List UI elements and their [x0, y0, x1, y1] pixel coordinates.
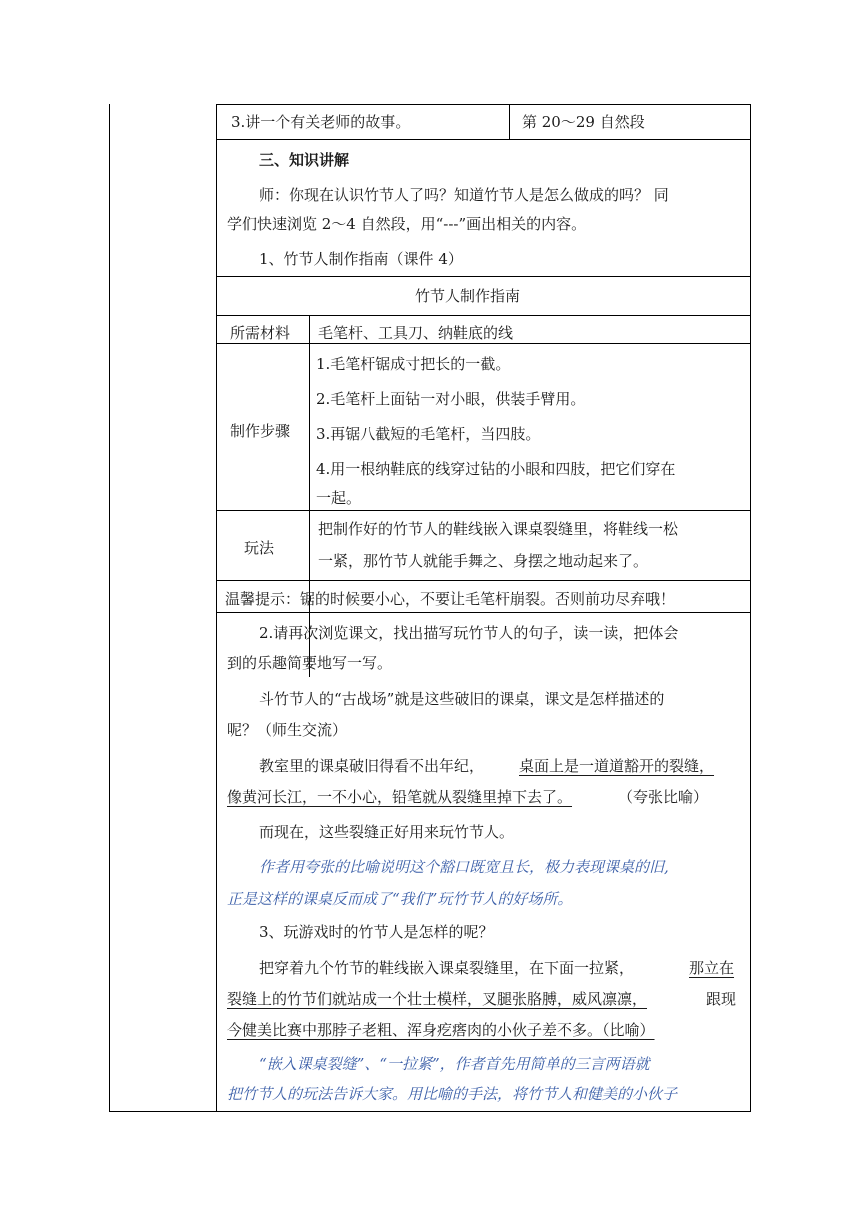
item-3-heading: 3、玩游戏时的竹节人是怎样的呢？ — [259, 923, 494, 941]
section-title: 三、知识讲解 — [259, 151, 350, 169]
materials-label: 所需材料 — [230, 324, 291, 342]
paragraph-3-line-1: 斗竹节人的“古战场”就是这些破旧的课桌，课文是怎样描述的 — [259, 690, 665, 708]
lesson-table — [109, 104, 751, 1112]
paragraph-2-line-1: 2.请再次浏览课文，找出描写玩竹节人的句子，读一读，把体会 — [259, 624, 679, 642]
annotation-2-line-2: 把竹节人的玩法告诉大家。用比喻的手法，将竹节人和健美的小伙子 — [227, 1085, 678, 1103]
task-text: 3.讲一个有关老师的故事。 — [231, 113, 411, 131]
paragraph-4-line-2a: 像黄河长江，一不小心，铅笔就从裂缝里掉下去了。 — [227, 788, 573, 806]
paragraph-3-line-2: 呢？（师生交流） — [227, 721, 348, 739]
task-row — [217, 104, 750, 140]
step-4: 4.用一根纳鞋底的线穿过钻的小眼和四肢，把它们穿在 — [316, 460, 676, 478]
annotation-2-line-1: “嵌入课桌裂缝”、“一拉紧”，作者首先用简单的三言两语就 — [259, 1055, 650, 1073]
step-1: 1.毛笔杆锯成寸把长的一截。 — [316, 355, 511, 373]
intro-line-1: 师：你现在认识竹节人了吗？知道竹节人是怎么做成的吗？ 同 — [259, 186, 669, 204]
paragraph-6-line-1b: 那立在 — [689, 959, 735, 977]
paragraph-6-line-1a: 把穿着九个竹节的鞋线嵌入课桌裂缝里，在下面一拉紧， — [259, 959, 635, 977]
step-2: 2.毛笔杆上面钻一对小眼，供装手臂用。 — [316, 390, 586, 408]
paragraph-range: 第 20～29 自然段 — [522, 113, 645, 131]
paragraph-6-line-2: 裂缝上的竹节们就站成一个壮士模样，叉腿张胳膊，威风凛凛， — [227, 990, 648, 1008]
steps-label: 制作步骤 — [230, 422, 291, 440]
step-4-cont: 一起。 — [316, 489, 362, 507]
paragraph-5: 而现在，这些裂缝正好用来玩竹节人。 — [259, 823, 515, 841]
materials-value: 毛笔杆、工具刀、纳鞋底的线 — [318, 324, 514, 342]
guide-title: 竹节人制作指南 — [415, 287, 521, 305]
task-cell — [217, 105, 510, 139]
paragraph-6-line-3: 今健美比赛中那脖子老粗、浑身疙瘩肉的小伙子差不多。（比喻） — [227, 1021, 655, 1039]
paragraph-4-line-1a: 教室里的课桌破旧得看不出年纪， — [259, 757, 485, 775]
table-column-divider — [216, 104, 217, 1111]
annotation-1-line-1: 作者用夸张的比喻说明这个豁口既宽且长，极力表现课桌的旧, — [259, 858, 669, 876]
play-line-2: 一紧，那竹节人就能手舞之、身摆之地动起来了。 — [318, 552, 649, 570]
safety-tip: 温馨提示：锯的时候要小心，不要让毛笔杆崩裂。否则前功尽弃哦！ — [225, 590, 676, 608]
play-line-1: 把制作好的竹节人的鞋线嵌入课桌裂缝里，将鞋线一松 — [318, 520, 679, 538]
paragraph-6-line-2b: 跟现 — [706, 990, 737, 1008]
paragraph-2-line-2: 到的乐趣简要地写一写。 — [227, 654, 393, 672]
intro-line-2: 学们快速浏览 2～4 自然段，用“---”画出相关的内容。 — [227, 215, 587, 233]
paragraph-4-line-2b: （夸张比喻） — [618, 788, 709, 806]
annotation-1-line-2: 正是这样的课桌反而成了“我们”玩竹节人的好场所。 — [227, 890, 573, 908]
step-3: 3.再锯八截短的毛笔杆，当四肢。 — [316, 425, 541, 443]
play-label: 玩法 — [244, 539, 275, 557]
item-1-heading: 1、竹节人制作指南（课件 4） — [259, 250, 463, 268]
paragraph-4-line-1b: 桌面上是一道道豁开的裂缝， — [519, 757, 715, 775]
